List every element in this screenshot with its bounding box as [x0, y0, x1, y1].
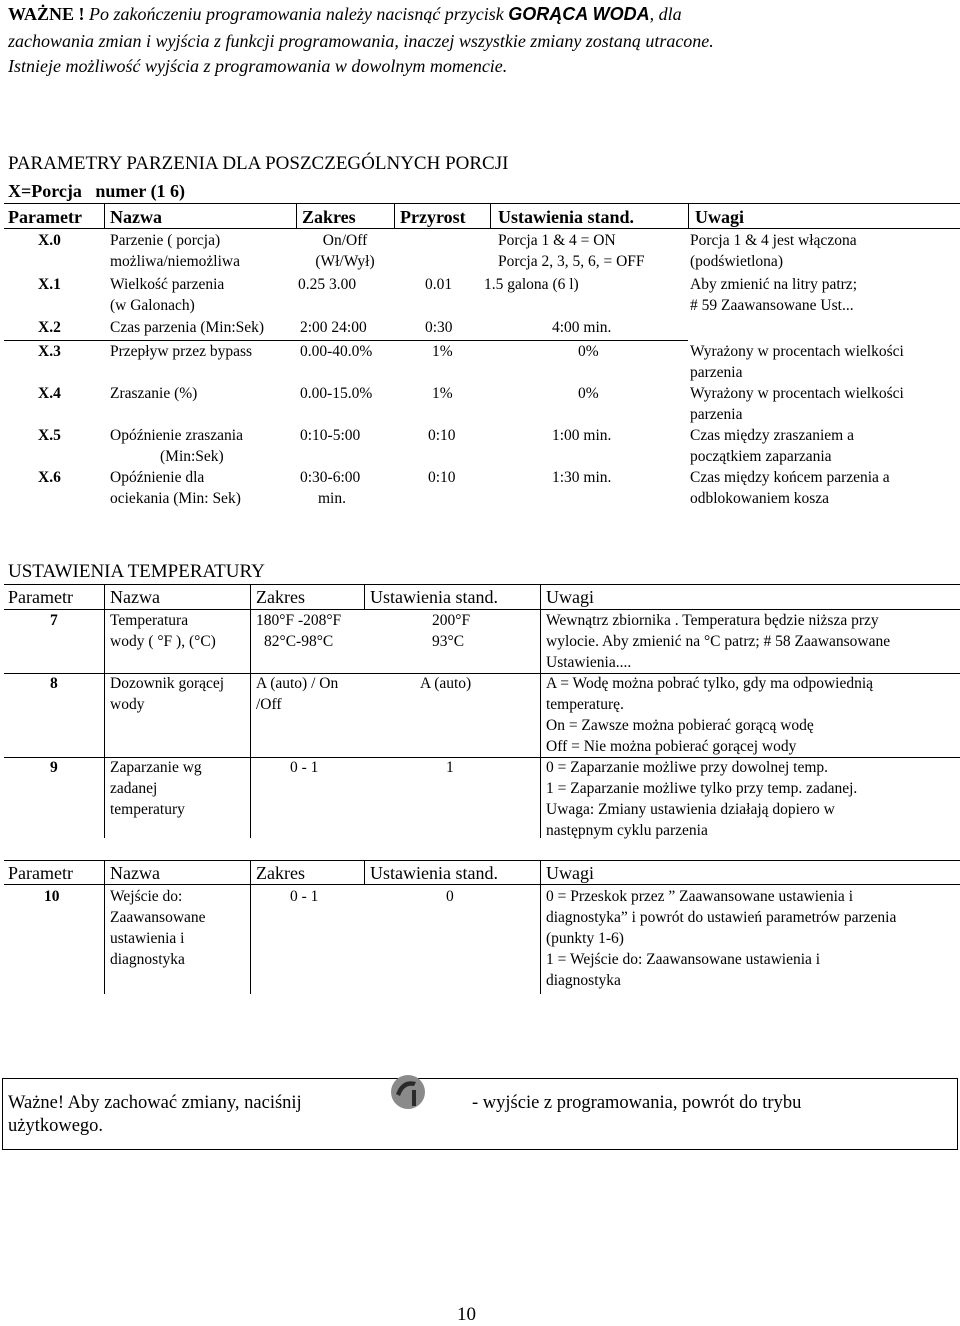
intro-line-1 — [8, 4, 682, 25]
s1-header-default: Ustawienia stand. — [498, 207, 635, 227]
s1-row0-range: On/Off — [322, 232, 368, 249]
s1-row4-param: X.4 — [38, 385, 61, 402]
s3-header-param: Parametr — [8, 863, 73, 883]
s1-row3-notes: Wyrażony w procentach wielkości — [690, 343, 904, 360]
s1-row4-range: 0.00-15.0% — [300, 385, 373, 402]
s1-row2-range: 2:00 24:00 — [300, 319, 367, 336]
s2-row9-name-3: temperatury — [110, 801, 185, 818]
s1-row3-default: 0% — [578, 343, 599, 360]
s1-row6-range: 0:30-6:00 — [300, 469, 361, 486]
footer-box — [2, 1078, 958, 1150]
s1-row4-notes-2: parzenia — [690, 406, 743, 423]
s2-row8-range-2: /Off — [256, 696, 282, 713]
s2-row9-name-2: zadanej — [110, 780, 158, 797]
s1-row1-notes: Aby zmienić na litry patrz; — [690, 276, 857, 293]
s3-header-range: Zakres — [256, 863, 305, 883]
s2-row9-notes-2: 1 = Zaparzanie możliwe tylko przy temp. zadanej. — [546, 780, 858, 797]
intro-text-end: , dla — [649, 4, 682, 24]
s1-row0-name-2: możliwa/niemożliwa — [110, 253, 240, 270]
footer-left-line1: Ważne! Aby zachować zmiany, naciśnij — [8, 1093, 302, 1113]
s2-row9-range: 0 - 1 — [290, 759, 319, 776]
s3-row10-range: 0 - 1 — [290, 888, 319, 905]
s1-row6-increment: 0:10 — [428, 469, 456, 486]
hot-water-button-name: GORĄCA WODA — [508, 4, 650, 24]
s1-row3-name: Przepływ przez bypass — [110, 343, 253, 360]
s1-row0-default-2: Porcja 2, 3, 5, 6, = OFF — [498, 253, 645, 270]
intro-line-3: Istnieje możliwość wyjścia z programowania w dowolnym momencie. — [8, 56, 508, 76]
s1-row3-increment: 1% — [432, 343, 453, 360]
s3-row10-notes-2: diagnostyka” i powrót do ustawień parametrów parzenia — [546, 909, 897, 926]
s1-row4-increment: 1% — [432, 385, 453, 402]
s1-row1-default: 1.5 galona (6 l) — [484, 276, 579, 293]
page-number: 10 — [457, 1304, 476, 1325]
s1-row3-notes-2: parzenia — [690, 364, 743, 381]
s1-row6-default: 1:30 min. — [552, 469, 612, 486]
s2-row7-notes-3: Ustawienia.... — [546, 654, 632, 671]
intro-warning: WAŻNE ! — [8, 4, 85, 24]
s2-row8-notes-4: Off = Nie można pobierać gorącej wody — [546, 738, 797, 755]
s2-row7-notes-2: wylocie. Aby zmienić na °C patrz; # 58 Zaawansowane — [546, 633, 891, 650]
section2-title: USTAWIENIA TEMPERATURY — [8, 561, 265, 582]
s2-row7-range-2: 82°C-98°C — [264, 633, 334, 650]
s1-row3-range: 0.00-40.0% — [300, 343, 373, 360]
s1-row2-param: X.2 — [38, 319, 61, 336]
s3-row10-param: 10 — [44, 888, 60, 905]
s3-header-default: Ustawienia stand. — [370, 863, 498, 883]
s2-row7-range: 180°F -208°F — [256, 612, 342, 629]
s2-row8-name-2: wody — [110, 696, 145, 713]
s1-row4-default: 0% — [578, 385, 599, 402]
s2-header-param: Parametr — [8, 587, 73, 607]
s2-row9-notes-3: Uwaga: Zmiany ustawienia działają dopiero w — [546, 801, 835, 818]
s2-row8-notes-2: temperaturę. — [546, 696, 624, 713]
s1-row5-param: X.5 — [38, 427, 61, 444]
s1-row6-range-2: min. — [318, 490, 346, 507]
s1-row1-name-2: (w Galonach) — [110, 297, 195, 314]
s3-row10-name-4: diagnostyka — [110, 951, 185, 968]
s2-row9-notes-4: następnym cyklu parzenia — [546, 822, 708, 839]
s2-row8-range: A (auto) / On — [256, 675, 339, 692]
s3-row10-notes-5: diagnostyka — [546, 972, 621, 989]
s2-row7-default: 200°F — [432, 612, 471, 629]
s3-row10-name-3: ustawienia i — [110, 930, 185, 947]
s2-header-name: Nazwa — [110, 587, 160, 607]
s2-row7-name-2: wody ( °F ), (°C) — [110, 633, 216, 650]
s1-row0-notes: Porcja 1 & 4 jest włączona — [690, 232, 857, 249]
intro-text: Po zakończeniu programowania należy nacisnąć przycisk — [89, 4, 504, 24]
s3-row10-default: 0 — [446, 888, 454, 905]
s1-row2-increment: 0:30 — [425, 319, 453, 336]
s1-row6-name-2: ociekania (Min: Sek) — [110, 490, 241, 507]
s1-header-range: Zakres — [302, 207, 356, 227]
s2-row8-notes-3: On = Zawsze można pobierać gorącą wodę — [546, 717, 814, 734]
footer-left-line2: użytkowego. — [8, 1116, 104, 1136]
s1-row6-notes-2: odblokowaniem kosza — [690, 490, 830, 507]
s1-row1-name: Wielkość parzenia — [110, 276, 225, 293]
s1-row6-notes: Czas między końcem parzenia a — [690, 469, 890, 486]
s2-row7-default-2: 93°C — [432, 633, 465, 650]
s1-header-name: Nazwa — [110, 207, 162, 227]
s2-row7-param: 7 — [50, 612, 58, 629]
s3-header-name: Nazwa — [110, 863, 160, 883]
s2-row9-default: 1 — [446, 759, 454, 776]
intro-line-2: zachowania zmian i wyjścia z funkcji programowania, inaczej wszystkie zmiany zostaną utracone. — [8, 31, 714, 51]
s1-row5-name: Opóźnienie zraszania — [110, 427, 243, 444]
s1-header-increment: Przyrost — [400, 207, 466, 227]
s1-row1-range: 0.25 3.00 — [298, 276, 357, 293]
footer-right-text: - wyjście z programowania, powrót do trybu — [472, 1093, 802, 1113]
s2-row8-notes: A = Wodę można pobrać tylko, gdy ma odpowiednią — [546, 675, 874, 692]
s1-row5-default: 1:00 min. — [552, 427, 612, 444]
s1-row1-param: X.1 — [38, 276, 61, 293]
s1-row1-notes-2: # 59 Zaawansowane Ust... — [690, 297, 854, 314]
s1-row0-name: Parzenie ( porcja) — [110, 232, 221, 249]
s2-header-notes: Uwagi — [546, 587, 594, 607]
s2-row9-notes: 0 = Zaparzanie możliwe przy dowolnej temp. — [546, 759, 829, 776]
s1-row1-increment: 0.01 — [425, 276, 453, 293]
s3-row10-notes: 0 = Przeskok przez ” Zaawansowane ustawienia i — [546, 888, 853, 905]
s1-header-param: Parametr — [8, 207, 82, 227]
s1-row3-param: X.3 — [38, 343, 61, 360]
s1-row2-default: 4:00 min. — [552, 319, 612, 336]
s1-row5-notes-2: początkiem zaparzania — [690, 448, 832, 465]
s1-row6-param: X.6 — [38, 469, 61, 486]
s2-header-default: Ustawienia stand. — [370, 587, 498, 607]
s1-row6-name: Opóźnienie dla — [110, 469, 205, 486]
s2-row8-param: 8 — [50, 675, 58, 692]
s2-row8-name: Dozownik gorącej — [110, 675, 225, 692]
s1-row5-range: 0:10-5:00 — [300, 427, 361, 444]
s1-row0-default: Porcja 1 & 4 = ON — [498, 232, 616, 249]
s1-row4-name: Zraszanie (%) — [110, 385, 198, 402]
s1-row2-name: Czas parzenia (Min:Sek) — [110, 319, 265, 336]
s1-row4-notes: Wyrażony w procentach wielkości — [690, 385, 904, 402]
s1-row0-notes-2: (podświetlona) — [690, 253, 783, 270]
s1-row5-notes: Czas między zraszaniem a — [690, 427, 854, 444]
s2-row7-notes: Wewnątrz zbiornika . Temperatura będzie niższa przy — [546, 612, 879, 629]
s2-row9-name: Zaparzanie wg — [110, 759, 202, 776]
s1-row0-param: X.0 — [38, 232, 61, 249]
s2-row8-default: A (auto) — [420, 675, 472, 692]
s2-row9-param: 9 — [50, 759, 58, 776]
s3-row10-notes-3: (punkty 1-6) — [546, 930, 624, 947]
s3-row10-name: Wejście do: — [110, 888, 183, 905]
s3-row10-name-2: Zaawansowane — [110, 909, 206, 926]
hot-water-faucet-icon — [388, 1072, 428, 1112]
s1-row5-increment: 0:10 — [428, 427, 456, 444]
s1-row5-name-2: (Min:Sek) — [160, 448, 224, 465]
section1-subtitle: X=Porcja numer (1 6) — [8, 181, 186, 201]
section1-title: PARAMETRY PARZENIA DLA POSZCZEGÓLNYCH PORCJI — [8, 153, 509, 174]
s3-header-notes: Uwagi — [546, 863, 594, 883]
s1-header-notes: Uwagi — [695, 207, 744, 227]
s3-row10-notes-4: 1 = Wejście do: Zaawansowane ustawienia i — [546, 951, 821, 968]
s2-row7-name: Temperatura — [110, 612, 189, 629]
s2-header-range: Zakres — [256, 587, 305, 607]
s1-row0-range-2: (Wł/Wył) — [315, 253, 375, 270]
